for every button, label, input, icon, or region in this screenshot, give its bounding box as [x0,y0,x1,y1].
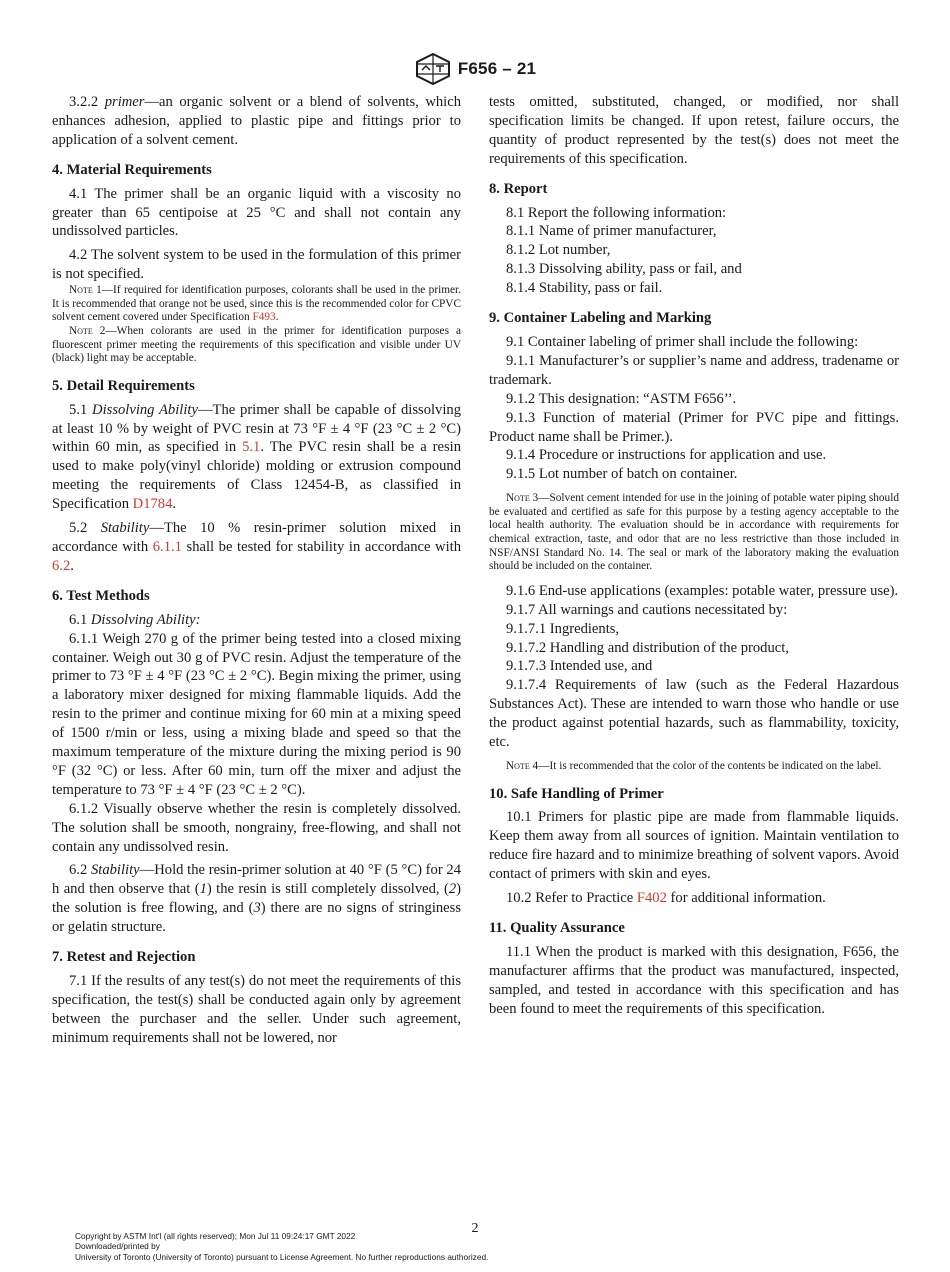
para-7-1-continued: tests omitted, substituted, changed, or modified, nor shall specification limits be changed. If upon retest, failure occurs, the quantity of product represented by the test(s) does not meet the requirements of this specification. [489,94,899,167]
note-4: Note 4—It is recommended that the color of the contents be indicated on the label. [506,759,882,772]
footer-line-3: University of Toronto (University of Toronto) pursuant to License Agreement. No further reproductions authorized. [75,1251,489,1262]
section-10-heading: 10. Safe Handling of Primer [489,785,664,802]
right-column [489,93,899,1019]
section-7-heading: 7. Retest and Rejection [52,949,196,966]
link-f493[interactable]: F493 [252,311,276,324]
para-9-1: 9.1 Container labeling of primer shall include the following: [506,333,859,350]
para-8-1-2: 8.1.2 Lot number, [506,242,611,259]
section-9-heading: 9. Container Labeling and Marking [489,310,712,327]
para-8-1-4: 8.1.4 Stability, pass or fail. [506,280,663,297]
footer-line-2: Downloaded/printed by [75,1241,160,1252]
designation: F656 – 21 [457,59,537,78]
para-8-1-3: 8.1.3 Dissolving ability, pass or fail, and [506,261,742,278]
para-9-1-1: 9.1.1 Manufacturer’s or supplier’s name and address, tradename or trademark. [489,352,899,388]
para-3-2-2: 3.2.2 primer—an organic solvent or a blend of solvents, which enhances adhesion, applied to plastic pipe and fittings prior to application of a solvent cement. [52,94,461,148]
para-5-2: 5.2 Stability—The 10 % resin-primer solution mixed in accordance with 6.1.1 shall be tested for stability in accordance with 6.2. [52,520,461,574]
para-4-2: 4.2 The solvent system to be used in the formulation of this primer is not specified. [52,247,461,283]
copyright-footer [75,1231,488,1262]
section-5-heading: 5. Detail Requirements [52,377,195,394]
para-10-1: 10.1 Primers for plastic pipe are made from flammable liquids. Keep them away from all sources of ignition. Maintain ventilation to reduce fire hazard and to minimize breathing of solvent vapors. Avoid contact of primers with skin and eyes. [489,809,899,883]
para-9-1-5: 9.1.5 Lot number of batch on container. [506,466,738,483]
para-9-1-4: 9.1.4 Procedure or instructions for application and use. [506,447,827,464]
section-6-heading: 6. Test Methods [52,587,150,604]
astm-logo-icon [414,52,452,86]
para-6-2: 6.2 Stability—Hold the resin-primer solution at 40 °F (5 °C) for 24 h and then observe that (1) the resin is still completely dissolved, (2) the solution is free flowing, and (3) there are no signs of stringiness or gelatin structure. [52,862,462,936]
note-1: Note 1—If required for identification purposes, colorants shall be used in the primer. It is recommended that orange not be used, since this is the recommended color for CPVC solvent cement covered under Specification F493. [52,284,461,324]
para-9-1-3: 9.1.3 Function of material (Primer for PVC pipe and fittings. Product name shall be Primer.). [489,409,899,445]
para-8-1: 8.1 Report the following information: [506,204,727,221]
link-6-2[interactable]: 6.2 [52,557,71,574]
left-column [52,93,461,1048]
page-header [0,52,950,86]
para-11-1: 11.1 When the product is marked with this designation, F656, the manufacturer affirms that the product was manufactured, inspected, sampled, and tested in accordance with this specification and has been found to meet the requirements of this specification. [489,943,899,1017]
para-10-2: 10.2 Refer to Practice F402 for additional information. [506,890,826,907]
para-9-1-2: 9.1.2 This designation: “ASTM F656’’. [506,390,737,407]
link-5-1[interactable]: 5.1 [242,439,261,456]
para-9-1-7-2: 9.1.7.2 Handling and distribution of the product, [506,639,789,656]
para-7-1: 7.1 If the results of any test(s) do not meet the requirements of this specification, the test(s) shall be conducted again only by agreement between the purchaser and the seller. Under such agreement, minimum requirements shall not be lowered, nor [52,973,461,1046]
section-8-heading: 8. Report [489,180,548,197]
section-11-heading: 11. Quality Assurance [489,919,625,936]
para-9-1-7-4: 9.1.7.4 Requirements of law (such as the Federal Hazardous Substances Act). These are intended to warn those who handle or use the product against potential hazards, such as flammability, toxicity, etc. [489,677,899,751]
para-9-1-7-1: 9.1.7.1 Ingredients, [506,620,620,637]
para-9-1-7-3: 9.1.7.3 Intended use, and [506,658,653,675]
footer-line-1: Copyright by ASTM Int'l (all rights reserved); Mon Jul 11 09:24:17 GMT 2022 [75,1231,356,1241]
link-d1784[interactable]: D1784 [132,496,173,513]
note-2: Note 2—When colorants are used in the primer for identification purposes a fluorescent primer meeting the requirements of this specification and visible under UV (black) light may be acceptable. [52,324,461,365]
link-f402[interactable]: F402 [636,890,667,907]
para-5-1: 5.1 Dissolving Ability—The primer shall be capable of dissolving at least 10 % by weight of PVC resin at 73 °F ± 4 °F (23 °C ± 2 °C) within 60 min, as specified in 5.1. The PVC resin shall be a resin used to make poly(vinyl chloride) molding or extrusion compound meeting the requirements of Class 12454-B, as classified in Specification D1784. [52,401,461,513]
para-9-1-7: 9.1.7 All warnings and cautions necessitated by: [506,601,788,618]
para-6-1-2: 6.1.2 Visually observe whether the resin is completely dissolved. The solution shall be smooth, nongrainy, free-flowing, and shall not contain any undissolved resin. [52,800,461,855]
para-6-1-1: 6.1.1 Weigh 270 g of the primer being tested into a closed mixing container. Weigh out 30 g of PVC resin. Adjust the temperature of the primer to 73 °F ± 4 °F (23 °C ± 2 °C). Begin mixing the primer, using a laboratory mixer designed for mixing flammable liquids. Add the resin to the primer and continue mixing for 60 min at a mixing speed of 1500 r/min or less, using a mixing blade and speed so that the maximum temperature of the mixture during the mixing period is 90 °F (32 °C) or less. After 60 min, turn off the mixer and adjust the temperature to 73 °F ± 4 °F (23 °C ± 2 °C). [52,630,461,798]
para-4-1: 4.1 The primer shall be an organic liquid with a viscosity no greater than 65 centipoise at 25 °C and shall not contain any undissolved particles. [52,185,461,240]
link-6-1-1[interactable]: 6.1.1 [152,538,182,555]
para-8-1-1: 8.1.1 Name of primer manufacturer, [506,223,717,240]
note-3: Note 3—Solvent cement intended for use in the joining of potable water piping should be evaluated and certified as safe for this purpose by a testing agency acceptable to the local health authority. The evaluation should be in accordance with requirements for chemical extraction, taste, and odor that are no less restrictive than those included in NSF/ANSI Standard No. 14. The seal or mark of the laboratory making the evaluation should be included on the container. [489,492,899,573]
page-number: 2 [471,1221,479,1236]
para-6-1: 6.1 Dissolving Ability: [69,611,201,628]
section-4-heading: 4. Material Requirements [52,161,212,178]
para-9-1-6: 9.1.6 End-use applications (examples: potable water, pressure use). [506,582,899,599]
